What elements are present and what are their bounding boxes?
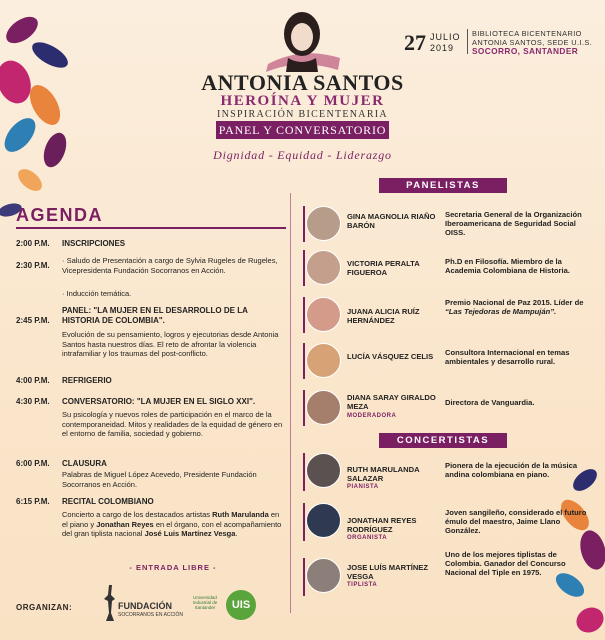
agenda-time-1: 2:00 P.M. [16,239,50,248]
agenda-time-3: 2:45 P.M. [16,316,50,325]
date-month: JULIO [430,32,461,42]
agenda-head-4: REFRIGERIO [62,376,112,385]
concertistas-header: CONCERTISTAS [379,433,507,448]
concertist-3-info: Uno de los mejores tiplistas de Colombia. Ganador del Concurso Nacional del Tiple en 1975. [445,550,566,577]
concertist-3-photo [306,558,341,593]
panel-banner: PANEL Y CONVERSATORIO [216,121,389,139]
concertist-2-photo [306,503,341,538]
concertist-1-info: Pionera de la ejecución de la música andina colombiana en piano. [445,461,578,479]
event-subtitle: HEROÍNA Y MUJER [220,93,385,109]
agenda-desc-2a: · Saludo de Presentación a cargo de Sylvia Rugeles de Rugeles, Vicepresidenta Fundación Socorranos en Acción. [62,256,278,275]
venue-line-2: ANTONIA SANTOS, SEDE U.I.S. [472,38,593,47]
panelist-2-name: VICTORIA PERALTA FIGUEROA [347,259,420,277]
concertist-1-photo [306,453,341,488]
panelist-5-name: DIANA SARAY GIRALDO MEZA [347,393,436,411]
agenda-head-6: CLAUSURA [62,459,107,468]
agenda-head-1: INSCRIPCIONES [62,239,126,248]
concertist-2-name: JONATHAN REYES RODRÍGUEZ [347,516,417,534]
event-tagline: INSPIRACIÓN BICENTENARIA [217,109,388,120]
agenda-head-3: PANEL: "LA MUJER EN EL DESARROLLO DE LA HISTORIA DE COLOMBIA". [62,306,248,325]
panelist-3-accent [303,297,305,333]
agenda-time-6: 6:00 P.M. [16,459,50,468]
panelist-4-photo [306,343,341,378]
agenda-desc-3: Evolución de su pensamiento, logros y ejecutorias desde Antonia Santos hasta nuestros días. El reto de afrontar la violencia intrafamiliar y los traumas del post-conflicto. [62,330,279,358]
agenda-time-7: 6:15 P.M. [16,497,50,506]
fundacion-logo-sub: SOCORRANOS EN ACCIÓN [118,612,184,618]
concertist-2-role: ORGANISTA [347,535,388,541]
agenda-title: AGENDA [16,205,104,225]
panelist-1-info: Secretaria General de la Organización Iberoamericana de Seguridad Social OISS. [445,210,582,237]
panelist-1-photo [306,206,341,241]
date-year: 2019 [430,43,455,53]
agenda-desc-2b: · Inducción temática. [62,289,132,298]
agenda-divider [16,227,286,229]
uis-logo-text: Universidad Industrial de Santander [192,595,218,610]
date-day: 27 [404,30,426,55]
concertist-2-info: Joven sangileño, considerado el futuro émulo del maestro, Jaime Llano González. [445,508,587,535]
agenda-head-5: CONVERSATORIO: "LA MUJER EN EL SIGLO XXI". [62,397,256,406]
panelist-2-accent [303,250,305,286]
concertist-3-name: JOSE LUÍS MARTÍNEZ VESGA [347,563,429,581]
event-title: ANTONIA SANTOS [201,70,404,95]
panelist-1-accent [303,206,305,242]
panelist-2-photo [306,250,341,285]
agenda-desc-5: Su psicología y nuevos roles de participación en el marco de la contemporaneidad. Mitos y realidades de la equidad de género en el entorno de familia, sociedad y gobierno. [62,410,283,438]
organizers-label: ORGANIZAN: [16,603,73,612]
motto: Dignidad - Equidad - Liderazgo [213,148,392,162]
panelistas-header: PANELISTAS [379,178,507,193]
panelist-1-name: GINA MAGNOLIA RIAÑO BARÓN [347,212,436,230]
panelist-5-photo [306,390,341,425]
agenda-time-2: 2:30 P.M. [16,261,50,270]
panelist-2-info: Ph.D en Filosofía. Miembro de la Academia Colombiana de Historia. [445,257,570,275]
fundacion-logo-name: FUNDACIÓN [118,601,172,611]
panelist-5-accent [303,390,305,426]
panelist-4-accent [303,343,305,379]
panelist-3-photo [306,297,341,332]
agenda-time-4: 4:00 P.M. [16,376,50,385]
date-divider [467,29,468,54]
agenda-desc-7: Concierto a cargo de los destacados artistas Ruth Marulanda en el piano y Jonathan Reyes en el órgano, con el acompañamiento del gran tiplista nacional José Luis Martínez Vesga. [62,510,282,538]
fundacion-logo-figure [100,583,120,623]
panelist-4-name: LUCÍA VÁSQUEZ CELIS [347,352,434,361]
free-entry-label: - ENTRADA LIBRE - [129,563,217,572]
concertist-1-name: RUTH MARULANDA SALAZAR [347,465,420,483]
column-divider [290,193,291,613]
venue-location: SOCORRO, SANTANDER [472,46,579,56]
panelist-5-role: MODERADORA [347,413,397,419]
agenda-time-5: 4:30 P.M. [16,397,50,406]
panelist-5-info: Directora de Vanguardia. [445,398,535,407]
concertist-3-role: TIPLISTA [347,582,378,588]
panelist-3-info: Premio Nacional de Paz 2015. Líder de “Las Tejedoras de Mampuján”. [445,298,584,316]
concertist-2-accent [303,503,305,541]
agenda-desc-6: Palabras de Miguel López Acevedo, Presidente Fundación Socorranos en Acción. [62,470,257,489]
antonia-santos-portrait [260,6,344,74]
agenda-head-7: RECITAL COLOMBIANO [62,497,154,506]
venue [472,29,592,56]
concertist-3-accent [303,558,305,596]
venue-line-1: BIBLIOTECA BICENTENARIO [472,29,582,38]
concertist-1-accent [303,453,305,491]
concertist-1-role: PIANISTA [347,484,379,490]
panelist-4-info: Consultora Internacional en temas ambientales y desarrollo rural. [445,348,570,366]
panelist-3-name: JUANA ALICIA RUÍZ HERNÁNDEZ [347,307,420,325]
uis-logo-icon: UIS [226,590,256,620]
